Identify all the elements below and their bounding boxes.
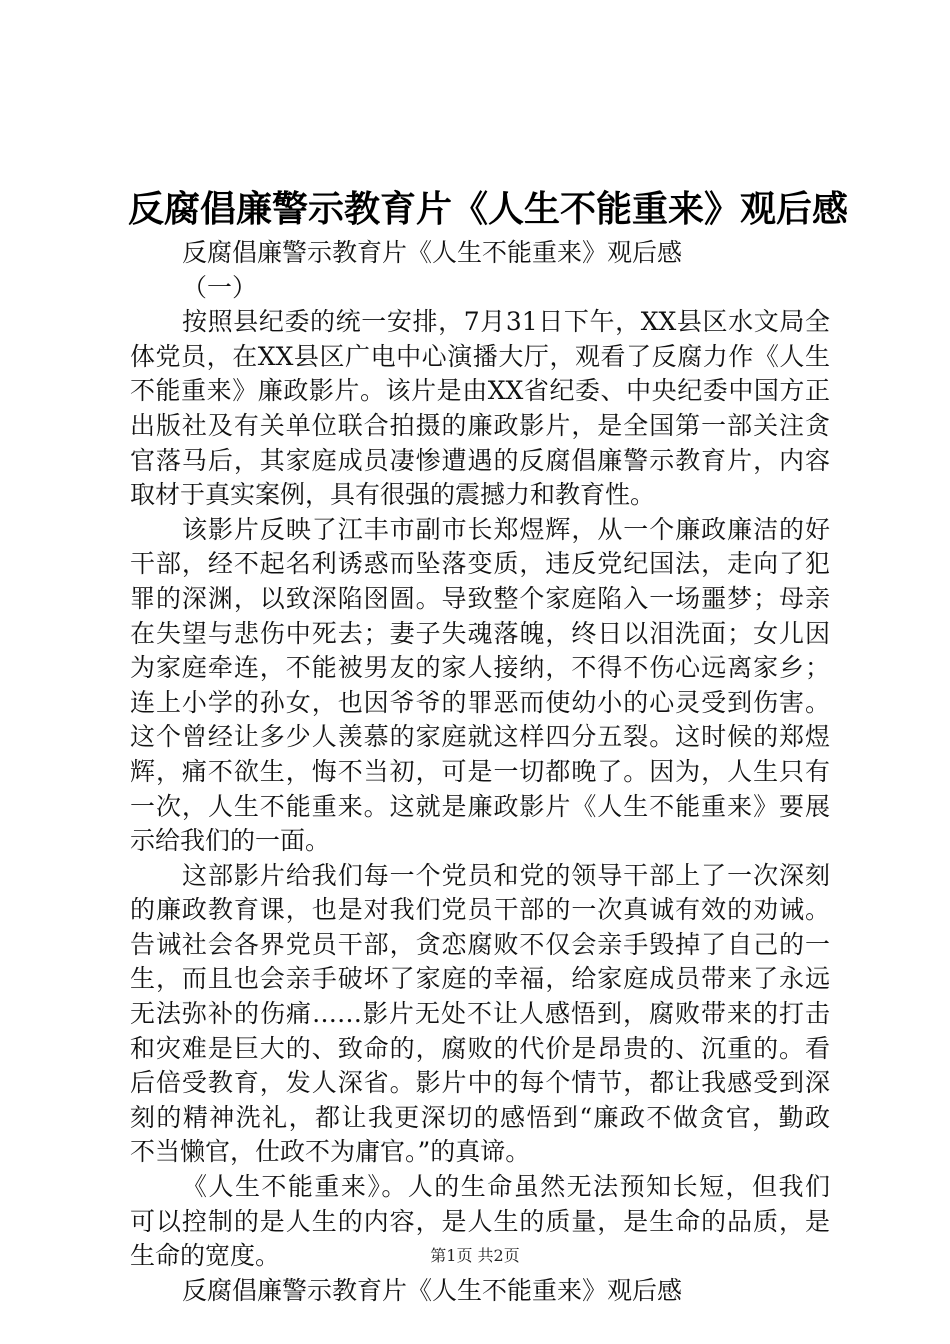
body-text-line: 示给我们的一面。 [130, 826, 331, 856]
body-text-line: 刻的精神洗礼，都让我更深切的感悟到“廉政不做贪官，勤政 [130, 1102, 830, 1132]
body-text-line: 后倍受教育，发人深省。影片中的每个情节，都让我感受到深 [130, 1068, 830, 1098]
body-text-line: 生命的宽度。 [130, 1241, 281, 1271]
body-text-line: 罪的深渊，以致深陷囹圄。导致整个家庭陷入一场噩梦；母亲 [130, 583, 830, 613]
body-text-line: 辉，痛不欲生，悔不当初，可是一切都晚了。因为，人生只有 [130, 756, 830, 786]
body-text-line: 在失望与悲伤中死去；妻子失魂落魄，终日以泪洗面；女儿因 [130, 618, 830, 648]
body-text-line: 这部影片给我们每一个党员和党的领导干部上了一次深刻 [182, 860, 830, 890]
body-text-line: 取材于真实案例，具有很强的震撼力和教育性。 [130, 480, 656, 510]
body-text-line: 体党员，在XX县区广电中心演播大厅，观看了反腐力作《人生 [130, 341, 830, 371]
document-title: 反腐倡廉警示教育片《人生不能重来》观后感 [128, 189, 849, 230]
body-text-line: 无法弥补的伤痛……影片无处不让人感悟到，腐败带来的打击 [130, 999, 830, 1029]
body-text-line: 干部，经不起名利诱惑而坠落变质，违反党纪国法，走向了犯 [130, 549, 830, 579]
document-body [130, 236, 830, 1308]
body-text-line: 按照县纪委的统一安排，7月31日下午，XX县区水文局全 [182, 307, 830, 337]
body-text-line: 出版社及有关单位联合拍摄的廉政影片，是全国第一部关注贪 [130, 410, 830, 440]
body-text-line: 一次，人生不能重来。这就是廉政影片《人生不能重来》要展 [130, 791, 830, 821]
body-text-line: 反腐倡廉警示教育片《人生不能重来》观后感 [182, 1275, 683, 1305]
body-text-line: 这个曾经让多少人羡慕的家庭就这样四分五裂。这时候的郑煜 [130, 722, 830, 752]
body-text-line: 《人生不能重来》。人的生命虽然无法预知长短，但我们 [182, 1172, 830, 1202]
body-text-line: 可以控制的是人生的内容，是人生的质量，是生命的品质，是 [130, 1206, 830, 1236]
body-text-line: 连上小学的孙女，也因爷爷的罪恶而使幼小的心灵受到伤害。 [130, 687, 830, 717]
body-text-line: 官落马后，其家庭成员凄惨遭遇的反腐倡廉警示教育片，内容 [130, 445, 830, 475]
body-text-line: 告诫社会各界党员干部，贪恋腐败不仅会亲手毁掉了自己的一 [130, 929, 830, 959]
body-text-line: 不能重来》廉政影片。该片是由XX省纪委、中央纪委中国方正 [130, 376, 830, 406]
page-footer: 第1页 共2页 [430, 1246, 520, 1265]
body-text-line: 为家庭牵连，不能被男友的家人接纳，不得不伤心远离家乡； [130, 653, 830, 683]
body-text-line: 不当懒官，仕政不为庸官。”的真谛。 [130, 1137, 531, 1167]
body-text-line: 生，而且也会亲手破坏了家庭的幸福，给家庭成员带来了永远 [130, 964, 830, 994]
body-text-line: （一） [182, 272, 258, 302]
body-text-line: 该影片反映了江丰市副市长郑煜辉，从一个廉政廉洁的好 [182, 514, 830, 544]
body-text-line: 的廉政教育课，也是对我们党员干部的一次真诚有效的劝诫。 [130, 895, 830, 925]
body-text-line: 反腐倡廉警示教育片《人生不能重来》观后感 [182, 238, 683, 267]
body-text-line: 和灾难是巨大的、致命的，腐败的代价是昂贵的、沉重的。看 [130, 1033, 830, 1063]
